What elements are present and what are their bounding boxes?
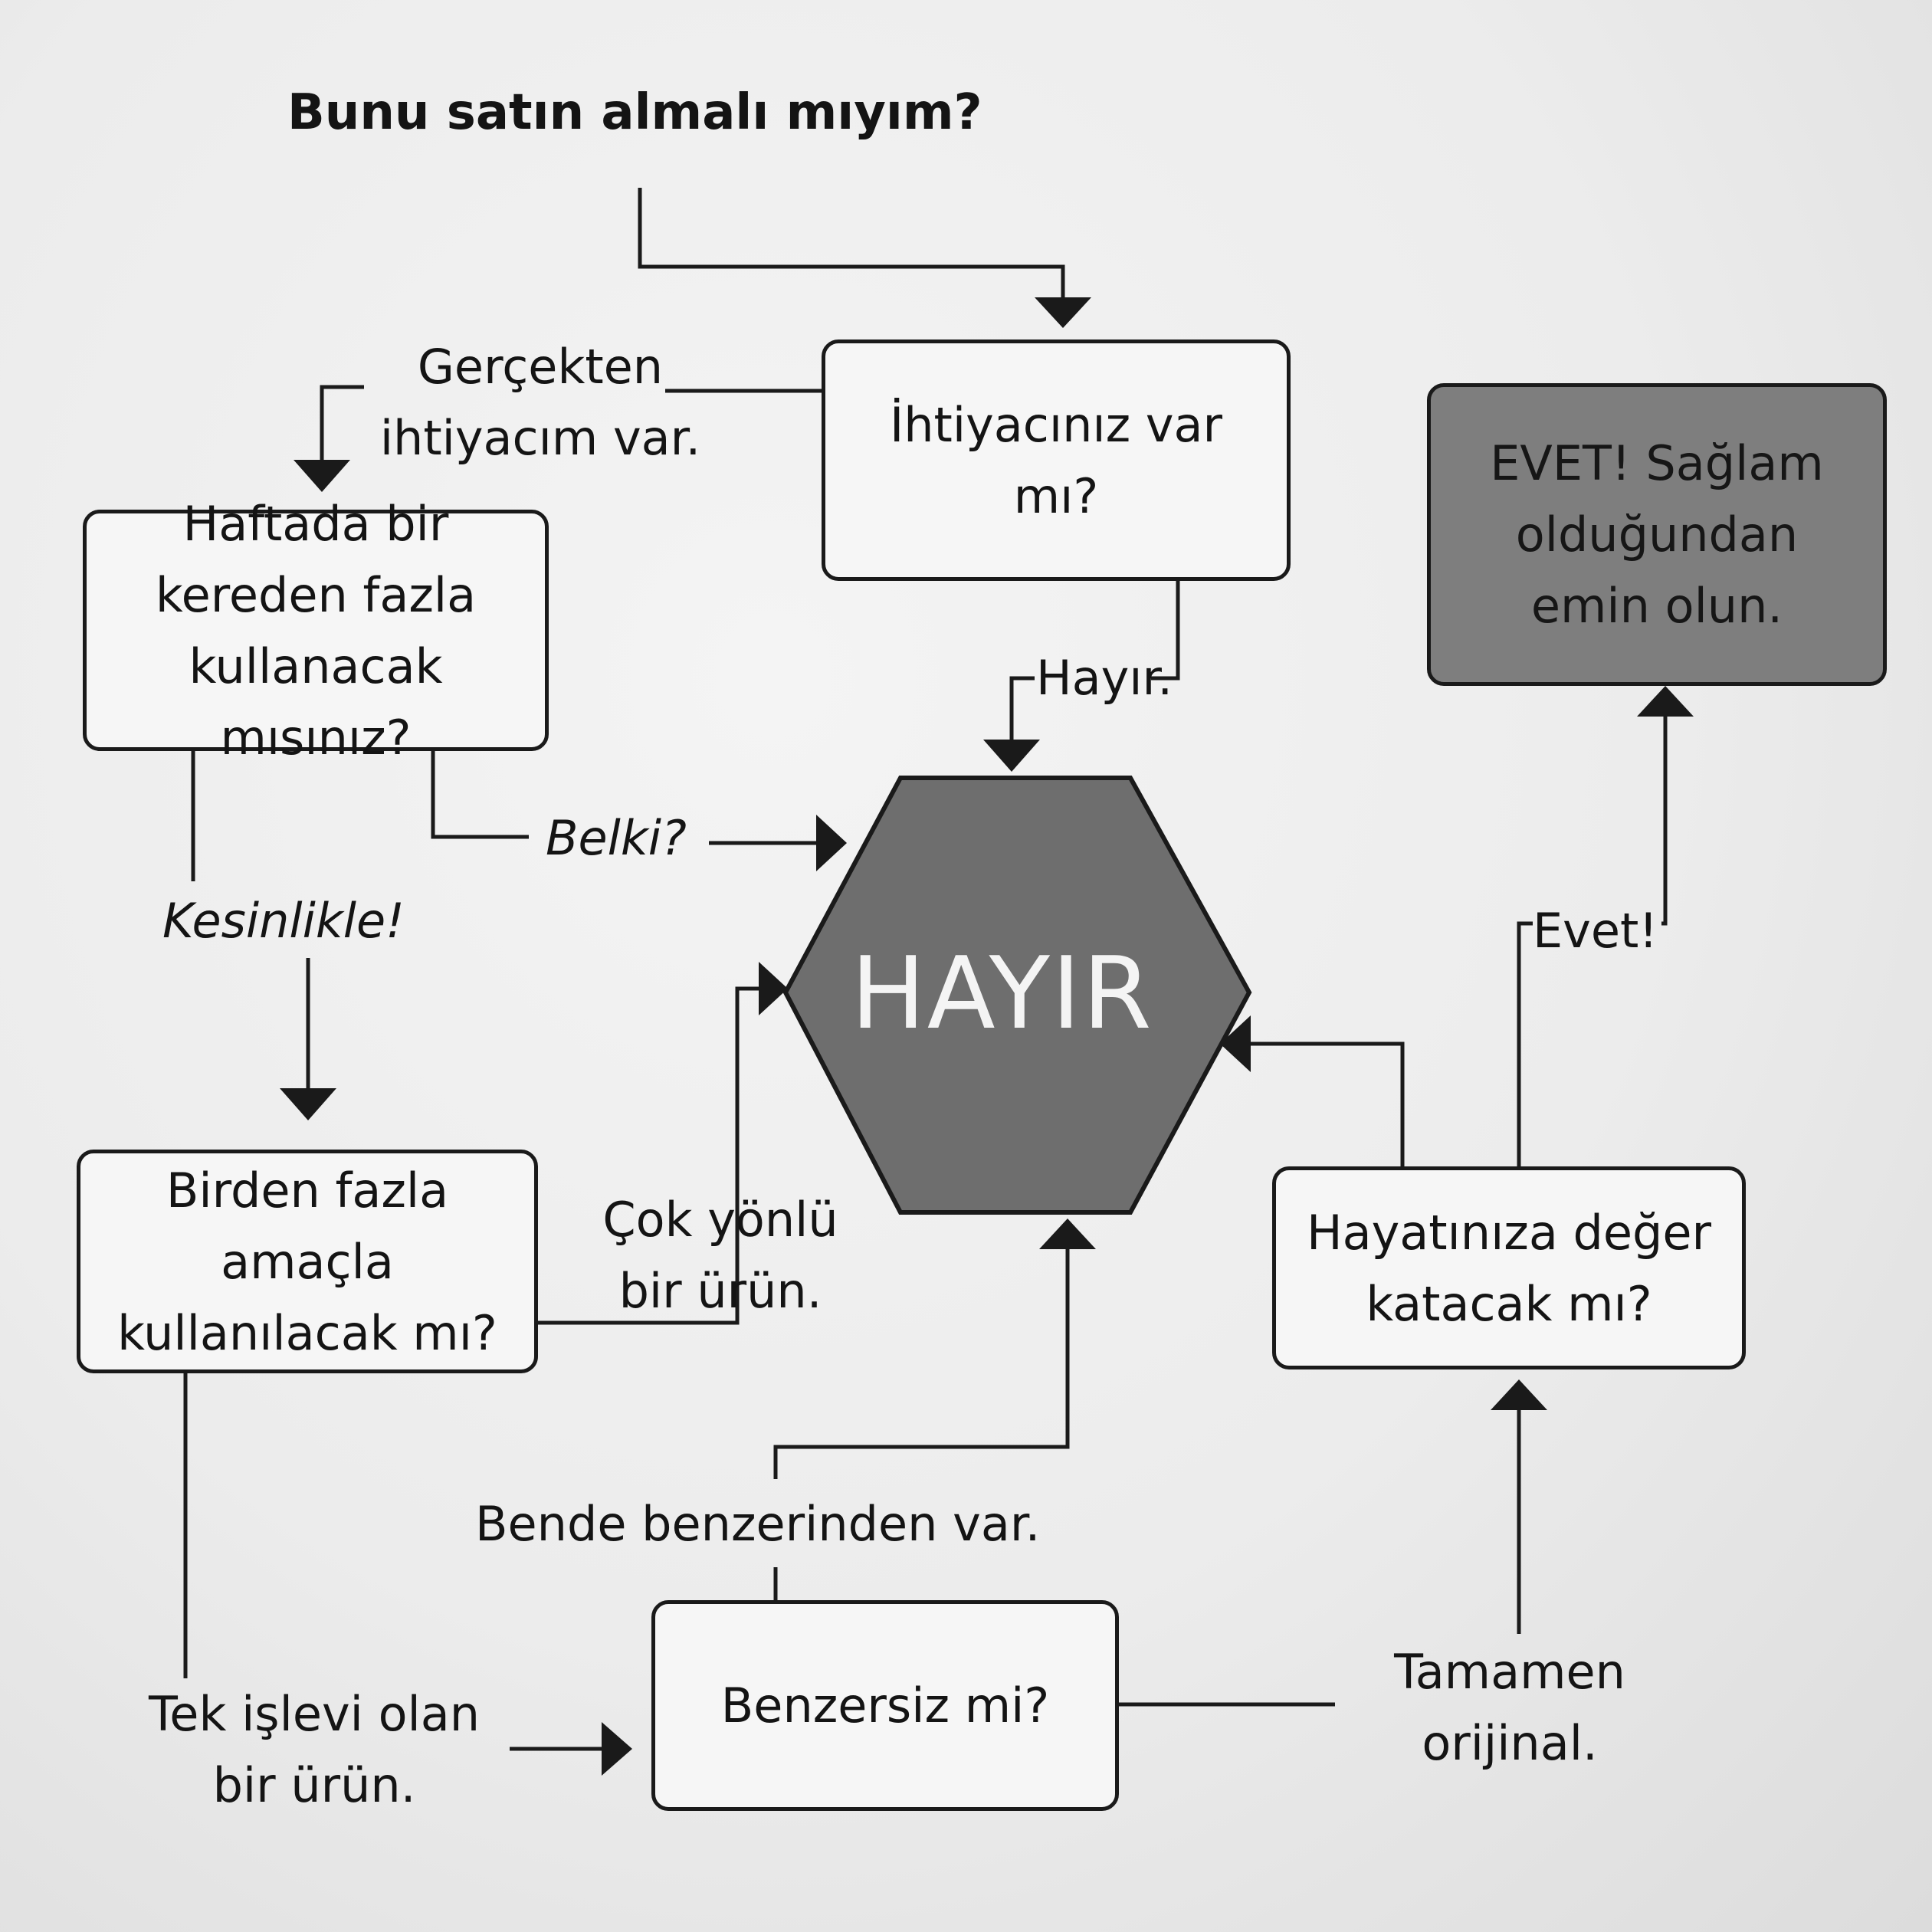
- edge-label-definitely: Kesinlikle!: [162, 893, 405, 949]
- edge-label-have-similar: Bende benzerinden var.: [475, 1496, 1041, 1552]
- arrow-to-yes: [1637, 686, 1694, 717]
- edge-label-no: Hayır.: [1036, 650, 1173, 706]
- edge-label-yes: Evet!: [1533, 903, 1658, 959]
- arrow-to-need: [1035, 297, 1091, 328]
- chart-title: Bunu satın almalı mıyım?: [287, 84, 982, 141]
- arrow-to-unique: [602, 1722, 632, 1776]
- node-multi: [77, 1150, 538, 1373]
- arrow-versatile-to-hayir: [759, 962, 788, 1015]
- node-need-text: İhtiyacınız var mı?: [889, 396, 1223, 524]
- edge-label-versatile: Çok yönlü bir ürün.: [602, 1192, 838, 1319]
- node-weekly: [83, 495, 549, 766]
- node-weekly-text: Haftada bir kereden fazla kullanacak mısınız?: [155, 495, 477, 766]
- node-multi-text: Birden fazla amaçla kullanılacak mı?: [117, 1162, 497, 1361]
- edge-label-really-need: Gerçekten ihtiyacım var.: [379, 339, 701, 466]
- edge-label-single-function: Tek işlevi olan bir ürün.: [148, 1686, 481, 1813]
- arrow-to-multi: [280, 1088, 336, 1120]
- node-yes: [1427, 383, 1887, 686]
- edge-label-original: Tamamen orijinal.: [1394, 1644, 1625, 1771]
- node-unique-text: Benzersiz mi?: [720, 1678, 1050, 1734]
- node-unique: [651, 1600, 1119, 1811]
- hayir-label: HAYIR: [851, 935, 1153, 1051]
- edge-label-maybe: Belki?: [546, 810, 687, 866]
- arrow-maybe-to-hayir: [816, 815, 847, 871]
- node-need: [822, 339, 1291, 581]
- arrow-similar-to-hayir: [1039, 1219, 1096, 1249]
- arrow-to-value: [1491, 1379, 1547, 1410]
- node-value-text: Hayatınıza değer katacak mı?: [1306, 1204, 1712, 1332]
- node-value: [1272, 1166, 1746, 1369]
- arrow-no-to-hayir: [983, 740, 1040, 772]
- node-yes-text: EVET! Sağlam olduğundan emin olun.: [1490, 435, 1824, 634]
